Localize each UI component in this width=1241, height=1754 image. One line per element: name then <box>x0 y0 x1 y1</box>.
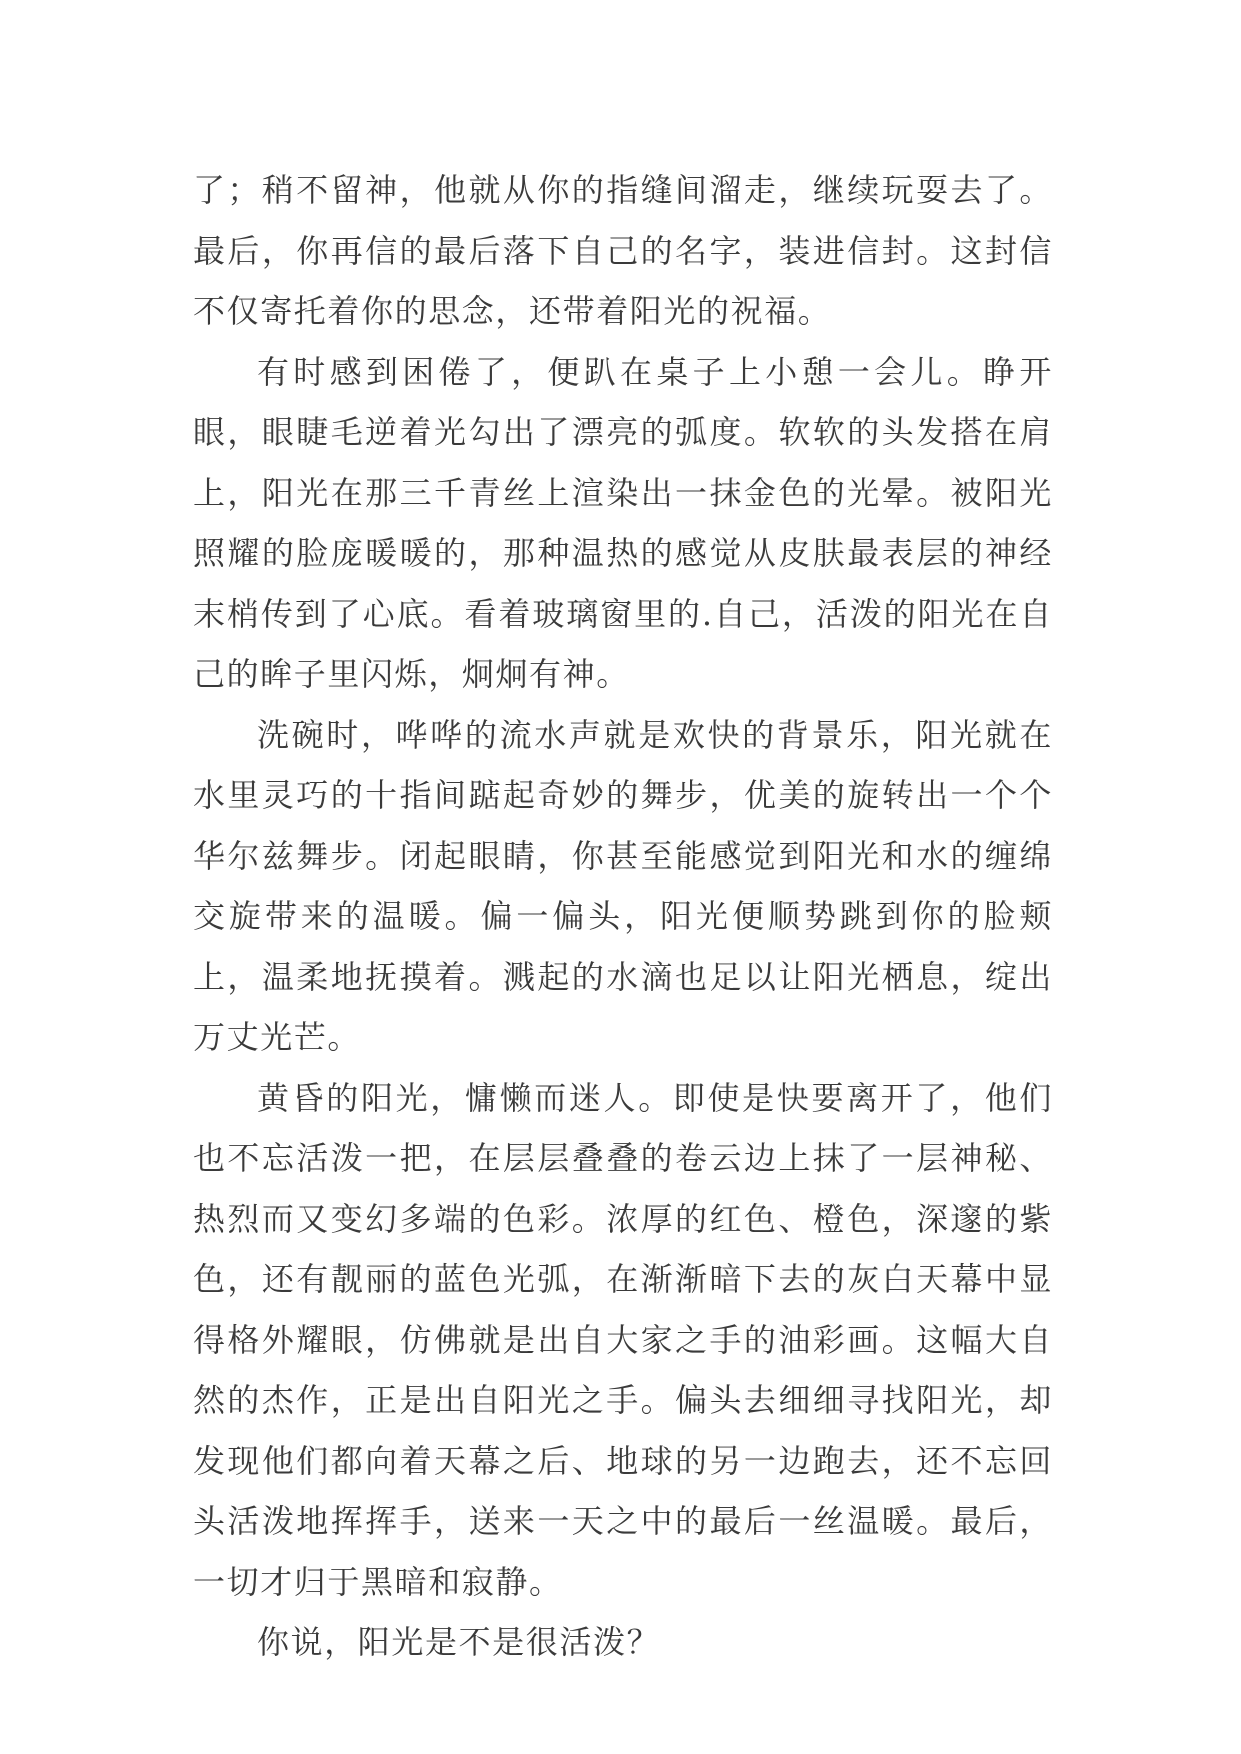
paragraph-5: 你说，阳光是不是很活泼？ <box>257 1623 661 1661</box>
paragraph-1: 了；稍不留神，他就从你的指缝间溜走，继续玩耍去了。最后，你再信的最后落下自己的名字，装进信封。这封信不仅寄托着你的思念，还带着阳光的祝福。 <box>193 171 1053 330</box>
paragraph-3: 洗碗时，哗哗的流水声就是欢快的背景乐，阳光就在水里灵巧的十指间踮起奇妙的舞步，优美的旋转出一个个华尔兹舞步。闭起眼睛，你甚至能感觉到阳光和水的缠绵交旋带来的温暖。偏一偏头，阳光便顺势跳到你的脸颊上，温柔地抚摸着。溅起的水滴也足以让阳光栖息，绽出万丈光芒。 <box>193 715 1053 1056</box>
document-body <box>193 160 1053 1673</box>
paragraph-2: 有时感到困倦了，便趴在桌子上小憩一会儿。睁开眼，眼睫毛逆着光勾出了漂亮的弧度。软软的头发搭在肩上，阳光在那三千青丝上渲染出一抹金色的光晕。被阳光照耀的脸庞暖暖的，那种温热的感觉从皮肤最表层的神经末梢传到了心底。看着玻璃窗里的.自己，活泼的阳光在自己的眸子里闪烁，炯炯有神。 <box>193 352 1053 693</box>
paragraph-4: 黄昏的阳光，慵懒而迷人。即使是快要离开了，他们也不忘活泼一把，在层层叠叠的卷云边上抹了一层神秘、热烈而又变幻多端的色彩。浓厚的红色、橙色，深邃的紫色，还有靓丽的蓝色光弧，在渐渐暗下去的灰白天幕中显得格外耀眼，仿佛就是出自大家之手的油彩画。这幅大自然的杰作，正是出自阳光之手。偏头去细细寻找阳光，却发现他们都向着天幕之后、地球的另一边跑去，还不忘回头活泼地挥挥手，送来一天之中的最后一丝温暖。最后，一切才归于黑暗和寂静。 <box>193 1078 1053 1601</box>
